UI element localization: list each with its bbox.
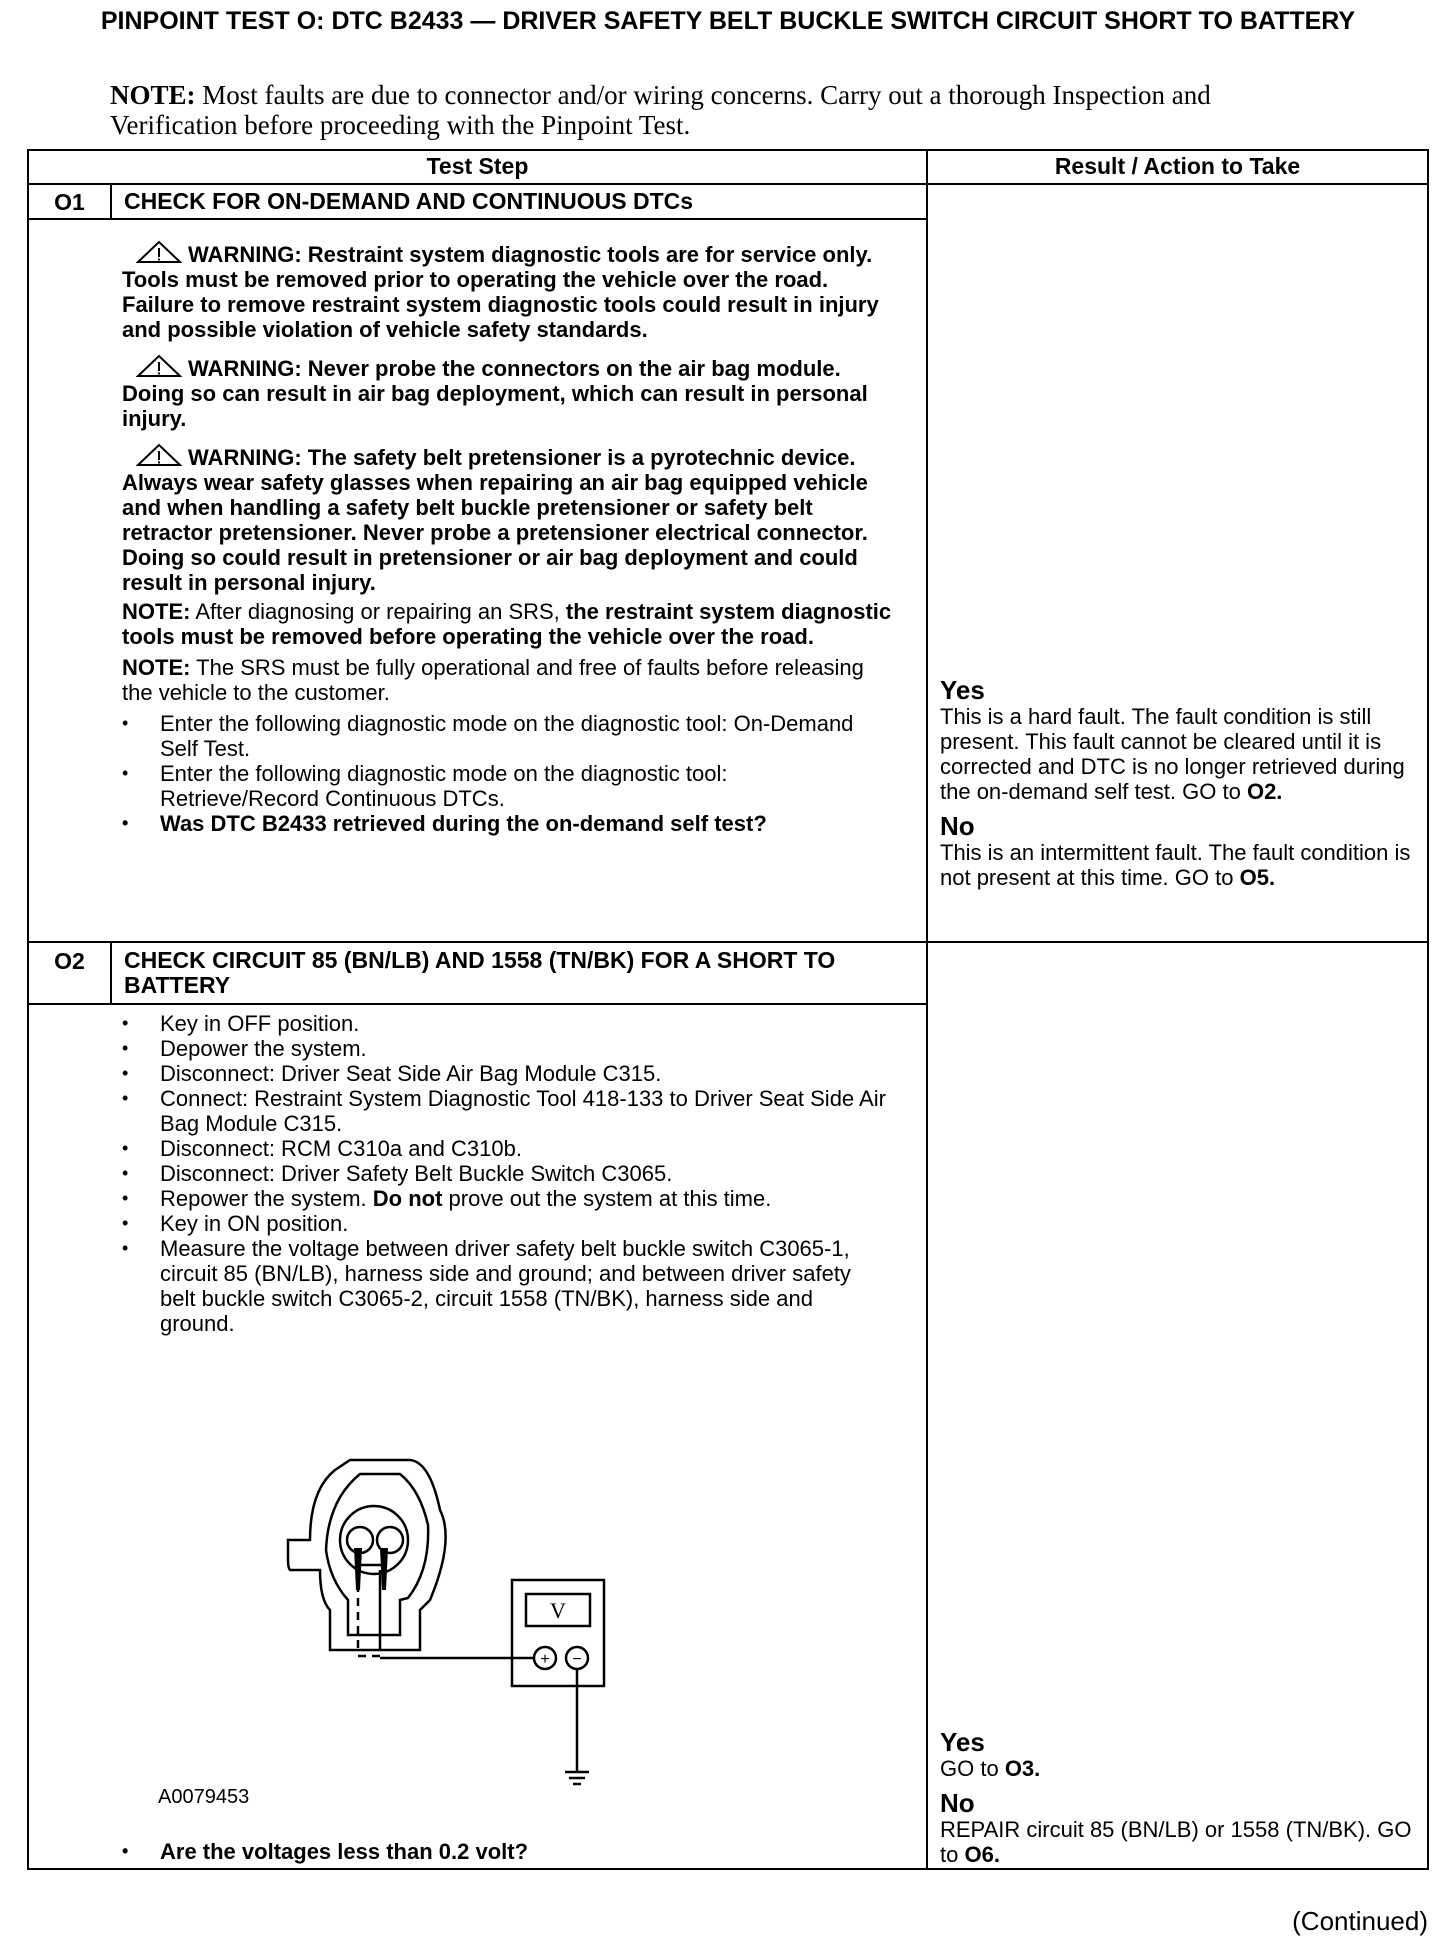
list-item: • Disconnect: RCM C310a and C310b. — [122, 1136, 892, 1161]
o2-yes-label: Yes — [940, 1727, 985, 1757]
voltmeter-drawing — [380, 1580, 604, 1784]
o2-result — [940, 1728, 1420, 1875]
step-o1-body — [122, 240, 892, 836]
warning-2 — [122, 354, 892, 431]
o1-note-1 — [122, 599, 892, 649]
o1-yes-action — [940, 704, 1420, 804]
repower-text-end: prove out the system at this time. — [448, 1186, 772, 1211]
o1-note-1-text: After diagnosing or repairing an SRS, — [195, 599, 560, 624]
o2-no-action — [940, 1817, 1420, 1867]
warning-2-text: WARNING: Never probe the connectors on the air bag module. Doing so can result in air bag deployment, which can result in personal injury. — [122, 356, 868, 431]
list-item: • Disconnect: Driver Seat Side Air Bag Module C315. — [122, 1061, 892, 1086]
o1-bullet-list — [122, 711, 892, 836]
o1-no-action — [940, 840, 1420, 890]
step-o2-body — [122, 1011, 892, 1336]
header-bottom-border — [27, 183, 1429, 185]
o1-no-text: This is an intermittent fault. The fault condition is not present at this time. GO to — [940, 840, 1411, 890]
o1-question: • Was DTC B2433 retrieved during the on-demand self test? — [122, 811, 892, 836]
o1-note-2 — [122, 655, 892, 705]
continued-label: (Continued) — [1292, 1906, 1428, 1936]
list-item: • Measure the voltage between driver safety belt buckle switch C3065-1, circuit 85 (BN/LB), harness side and ground; and between driver safety belt buckle switch C3065-2, circuit 1558 (TN/BK), harness side and ground. — [122, 1236, 892, 1336]
list-item: • Key in ON position. — [122, 1211, 892, 1236]
list-item: • Key in OFF position. — [122, 1011, 892, 1036]
table-right-border — [1427, 149, 1429, 1870]
o1-yes-label: Yes — [940, 675, 985, 705]
column-divider — [926, 149, 928, 1870]
o1-note-2-text: The SRS must be fully operational and free of faults before releasing the vehicle to the customer. — [122, 655, 864, 705]
o2-yes-text: GO to — [940, 1756, 999, 1781]
voltage-test-diagram — [280, 1450, 620, 1810]
o1-yes-text: This is a hard fault. The fault condition is still present. This fault cannot be cleared until it is corrected and DTC is no longer retrieved during the on-demand self test. GO to — [940, 704, 1405, 804]
minus-terminal-label: − — [572, 1651, 582, 1668]
o1-id-divider — [110, 184, 112, 219]
o2-yes-action — [940, 1756, 1420, 1781]
probe-drawing — [354, 1548, 388, 1590]
page-title: PINPOINT TEST O: DTC B2433 — DRIVER SAFETY BELT BUCKLE SWITCH CIRCUIT SHORT TO BATTERY — [100, 7, 1356, 35]
warning-3-text: WARNING: The safety belt pretensioner is a pyrotechnic device. Always wear safety glasses when repairing an air bag equipped vehicle and when handling a safety belt buckle pretensioner or safety belt retractor pretensioner. Never probe a pretensioner electrical connector. Doing so could result in pretensioner or air bag deployment and could result in personal injury. — [122, 445, 868, 595]
warning-1-text: WARNING: Restraint system diagnostic tools are for service only. Tools must be removed prior to operating the vehicle over the road. Failure to remove restraint system diagnostic tools could result in injury and possible violation of vehicle safety standards. — [122, 242, 879, 342]
step-o2-title: CHECK CIRCUIT 85 (BN/LB) AND 1558 (TN/BK) FOR A SHORT TO BATTERY — [124, 947, 836, 998]
repower-bold: Do not — [372, 1186, 443, 1211]
list-item: • Disconnect: Driver Safety Belt Buckle Switch C3065. — [122, 1161, 892, 1186]
table-top-border — [27, 149, 1429, 151]
list-item: • Depower the system. — [122, 1036, 892, 1061]
step-o2-id: O2 — [54, 948, 85, 974]
warning-3 — [122, 443, 892, 595]
o2-question-wrap — [122, 1839, 892, 1864]
list-item: • Enter the following diagnostic mode on the diagnostic tool: Retrieve/Record Continuous DTCs. — [122, 761, 892, 811]
table-left-border — [27, 149, 29, 1870]
o1-note-1-bold: the restraint system diagnostic tools must be removed before operating the vehicle over the road. — [122, 599, 892, 649]
o2-bullet-list — [122, 1011, 892, 1336]
o2-no-goto: O6. — [964, 1842, 1000, 1867]
o2-id-divider — [110, 942, 112, 1004]
step-o1-title: CHECK FOR ON-DEMAND AND CONTINUOUS DTCs — [124, 188, 694, 214]
header-result-action: Result / Action to Take — [1054, 153, 1301, 179]
o2-yes-goto: O3. — [1004, 1756, 1041, 1781]
warning-1 — [122, 240, 892, 342]
o2-title-border — [27, 1003, 927, 1005]
header-test-step: Test Step — [426, 153, 529, 179]
o1-no-goto: O5. — [1239, 865, 1276, 890]
o1-yes-goto: O2. — [1246, 779, 1283, 804]
warning-triangle-icon — [136, 240, 182, 264]
o1-note-1-label: NOTE: — [122, 599, 191, 624]
intro-note — [110, 80, 1230, 140]
list-item: • Enter the following diagnostic mode on the diagnostic tool: On-Demand Self Test. — [122, 711, 892, 761]
figure-id: A0079453 — [158, 1786, 250, 1808]
step-o1-id: O1 — [54, 189, 85, 215]
repower-text: Repower the system. — [160, 1186, 367, 1211]
list-item: • Connect: Restraint System Diagnostic Tool 418-133 to Driver Seat Side Air Bag Module C315. — [122, 1086, 892, 1136]
plus-terminal-label: + — [540, 1651, 550, 1668]
o2-no-label: No — [940, 1788, 975, 1818]
voltmeter-label: V — [550, 1598, 566, 1623]
warning-triangle-icon — [136, 443, 182, 467]
o1-result — [940, 676, 1420, 898]
connector-drawing — [288, 1460, 446, 1656]
o2-question: • Are the voltages less than 0.2 volt? — [122, 1839, 892, 1864]
intro-note-text: Most faults are due to connector and/or wiring concerns. Carry out a thorough Inspection and Verification before proceeding with the Pinpoint Test. — [110, 80, 1211, 140]
warning-triangle-icon — [136, 354, 182, 378]
o1-note-2-label: NOTE: — [122, 655, 191, 680]
list-item-repower — [122, 1186, 892, 1211]
o1-no-label: No — [940, 811, 975, 841]
o2-no-text: REPAIR circuit 85 (BN/LB) or 1558 (TN/BK). GO to — [940, 1817, 1412, 1867]
o1-bottom-border — [27, 941, 1429, 943]
intro-note-label: NOTE: — [110, 80, 196, 110]
o1-title-border — [27, 218, 927, 220]
